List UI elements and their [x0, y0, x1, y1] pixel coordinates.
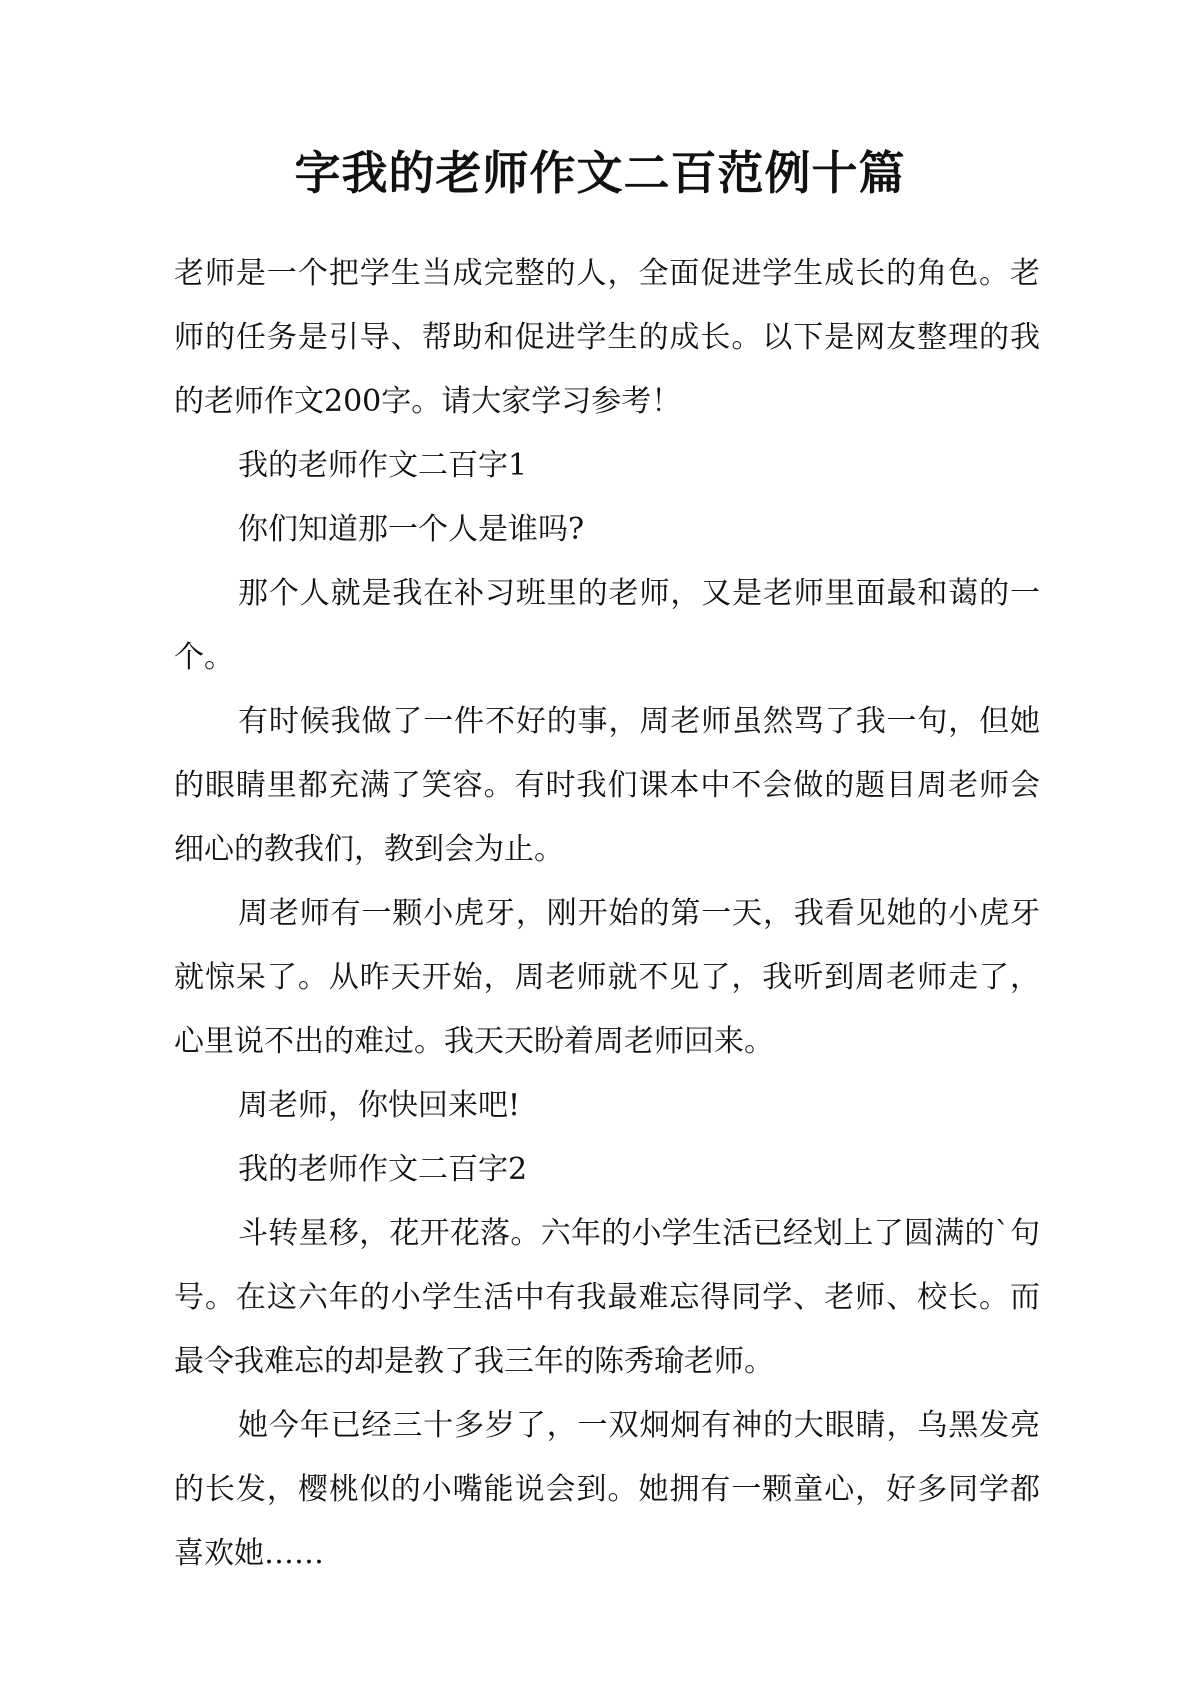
document-title: 字我的老师作文二百范例十篇 — [294, 145, 906, 200]
body-paragraph: 周老师，你快回来吧! — [238, 1088, 521, 1123]
section-heading-1: 我的老师作文二百字1 — [238, 448, 528, 483]
document-body — [174, 242, 1040, 1586]
section-heading-2: 我的老师作文二百字2 — [238, 1152, 528, 1187]
body-paragraph: 周老师有一颗小虎牙，刚开始的第一天，我看见她的小虎牙就惊呆了。从昨天开始，周老师就不见了，我听到周老师走了，心里说不出的难过。我天天盼着周老师回来。 — [174, 896, 1040, 1059]
body-paragraph: 她今年已经三十多岁了，一双炯炯有神的大眼睛，乌黑发亮的长发，樱桃似的小嘴能说会到。她拥有一颗童心，好多同学都喜欢她…… — [174, 1408, 1040, 1571]
body-paragraph: 你们知道那一个人是谁吗? — [238, 512, 585, 547]
body-paragraph: 斗转星移，花开花落。六年的小学生活已经划上了圆满的`句号。在这六年的小学生活中有我最难忘得同学、老师、校长。而最令我难忘的却是教了我三年的陈秀瑜老师。 — [174, 1216, 1040, 1379]
intro-paragraph: 老师是一个把学生当成完整的人，全面促进学生成长的角色。老师的任务是引导、帮助和促进学生的成长。以下是网友整理的我的老师作文200字。请大家学习参考！ — [174, 256, 1040, 419]
body-paragraph: 那个人就是我在补习班里的老师，又是老师里面最和蔼的一个。 — [174, 576, 1040, 675]
body-paragraph: 有时候我做了一件不好的事，周老师虽然骂了我一句，但她的眼睛里都充满了笑容。有时我们课本中不会做的题目周老师会细心的教我们，教到会为止。 — [174, 704, 1040, 867]
